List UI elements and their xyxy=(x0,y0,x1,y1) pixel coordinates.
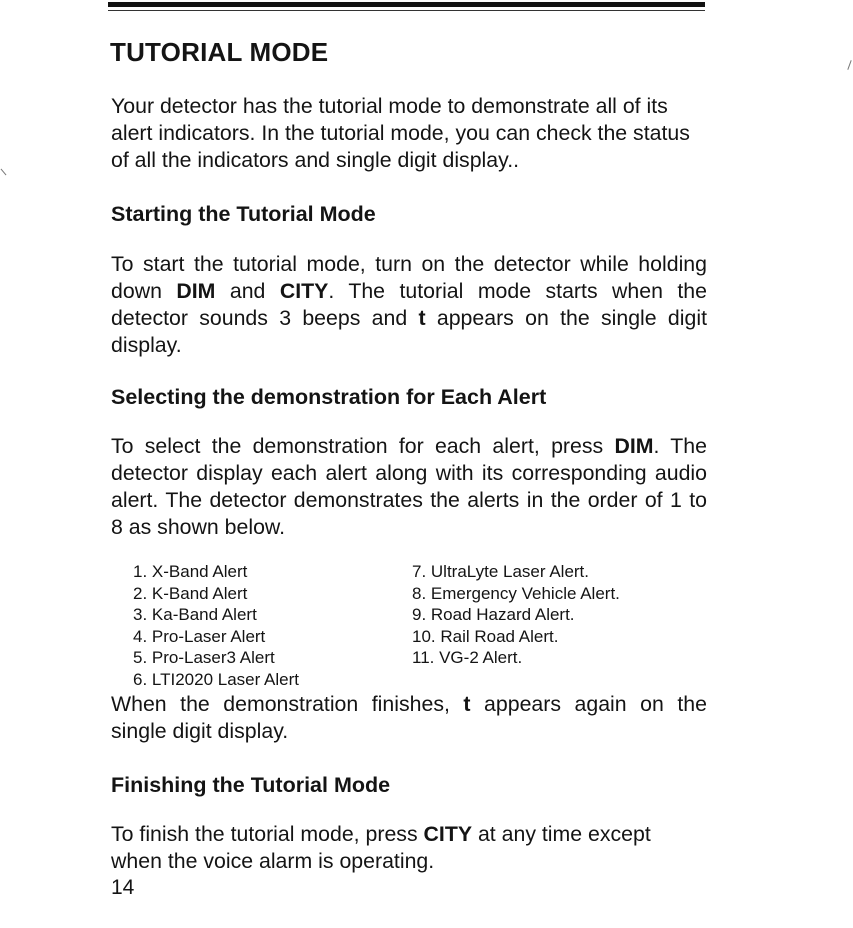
t-display-symbol: t xyxy=(463,692,471,716)
list-item: 3. Ka-Band Alert xyxy=(133,605,257,625)
page-title: TUTORIAL MODE xyxy=(110,37,329,67)
dim-key-label: DIM xyxy=(614,434,654,458)
top-rule-thin xyxy=(108,10,705,11)
list-item: 9. Road Hazard Alert. xyxy=(412,605,575,625)
starting-paragraph: To start the tutorial mode, turn on the detector while holding down DIM and CITY. The tutorial mode starts when the detector sounds 3 beeps and t appears on the single digit display. xyxy=(111,252,707,357)
scan-mark xyxy=(1,169,7,176)
section-heading-selecting: Selecting the demonstration for Each Alert xyxy=(111,385,547,409)
list-item: 7. UltraLyte Laser Alert. xyxy=(412,562,590,581)
list-item: 11. VG-2 Alert. xyxy=(412,648,523,668)
list-item: 6. LTI2020 Laser Alert xyxy=(133,669,300,689)
list-item: 2. K-Band Alert xyxy=(133,583,248,603)
intro-paragraph: Your detector has the tutorial mode to demonstrate all of its alert indicators. In the tutorial mode, you can check the status of all the indicators and single digit display.. xyxy=(111,94,690,172)
top-rule-thick xyxy=(108,2,705,7)
list-item: 10. Rail Road Alert. xyxy=(412,626,559,646)
alert-list-left xyxy=(133,561,299,691)
section-heading-starting: Starting the Tutorial Mode xyxy=(111,202,376,226)
t-display-symbol: t xyxy=(418,306,426,330)
selecting-paragraph: To select the demonstration for each alert, press DIM. The detector display each alert along with its corresponding audio alert. The detector demonstrates the alerts in the order of 1 to 8 as shown below. xyxy=(111,434,707,539)
list-item: 1. X-Band Alert xyxy=(133,562,248,581)
finishing-paragraph: To finish the tutorial mode, press CITY at any time except when the voice alarm is operating. xyxy=(111,822,651,873)
section-heading-finishing: Finishing the Tutorial Mode xyxy=(111,773,391,797)
city-key-label: CITY xyxy=(423,822,473,846)
list-item: 8. Emergency Vehicle Alert. xyxy=(412,583,620,603)
demonstration-finish-paragraph: When the demonstration finishes, t appears again on the single digit display. xyxy=(111,692,707,743)
list-item: 5. Pro-Laser3 Alert xyxy=(133,648,275,668)
dim-key-label: DIM xyxy=(176,279,216,303)
alert-list-right xyxy=(412,561,620,669)
list-item: 4. Pro-Laser Alert xyxy=(133,626,266,646)
scan-mark xyxy=(847,60,851,70)
city-key-label: CITY xyxy=(279,279,329,303)
page-number: 14 xyxy=(111,876,135,899)
